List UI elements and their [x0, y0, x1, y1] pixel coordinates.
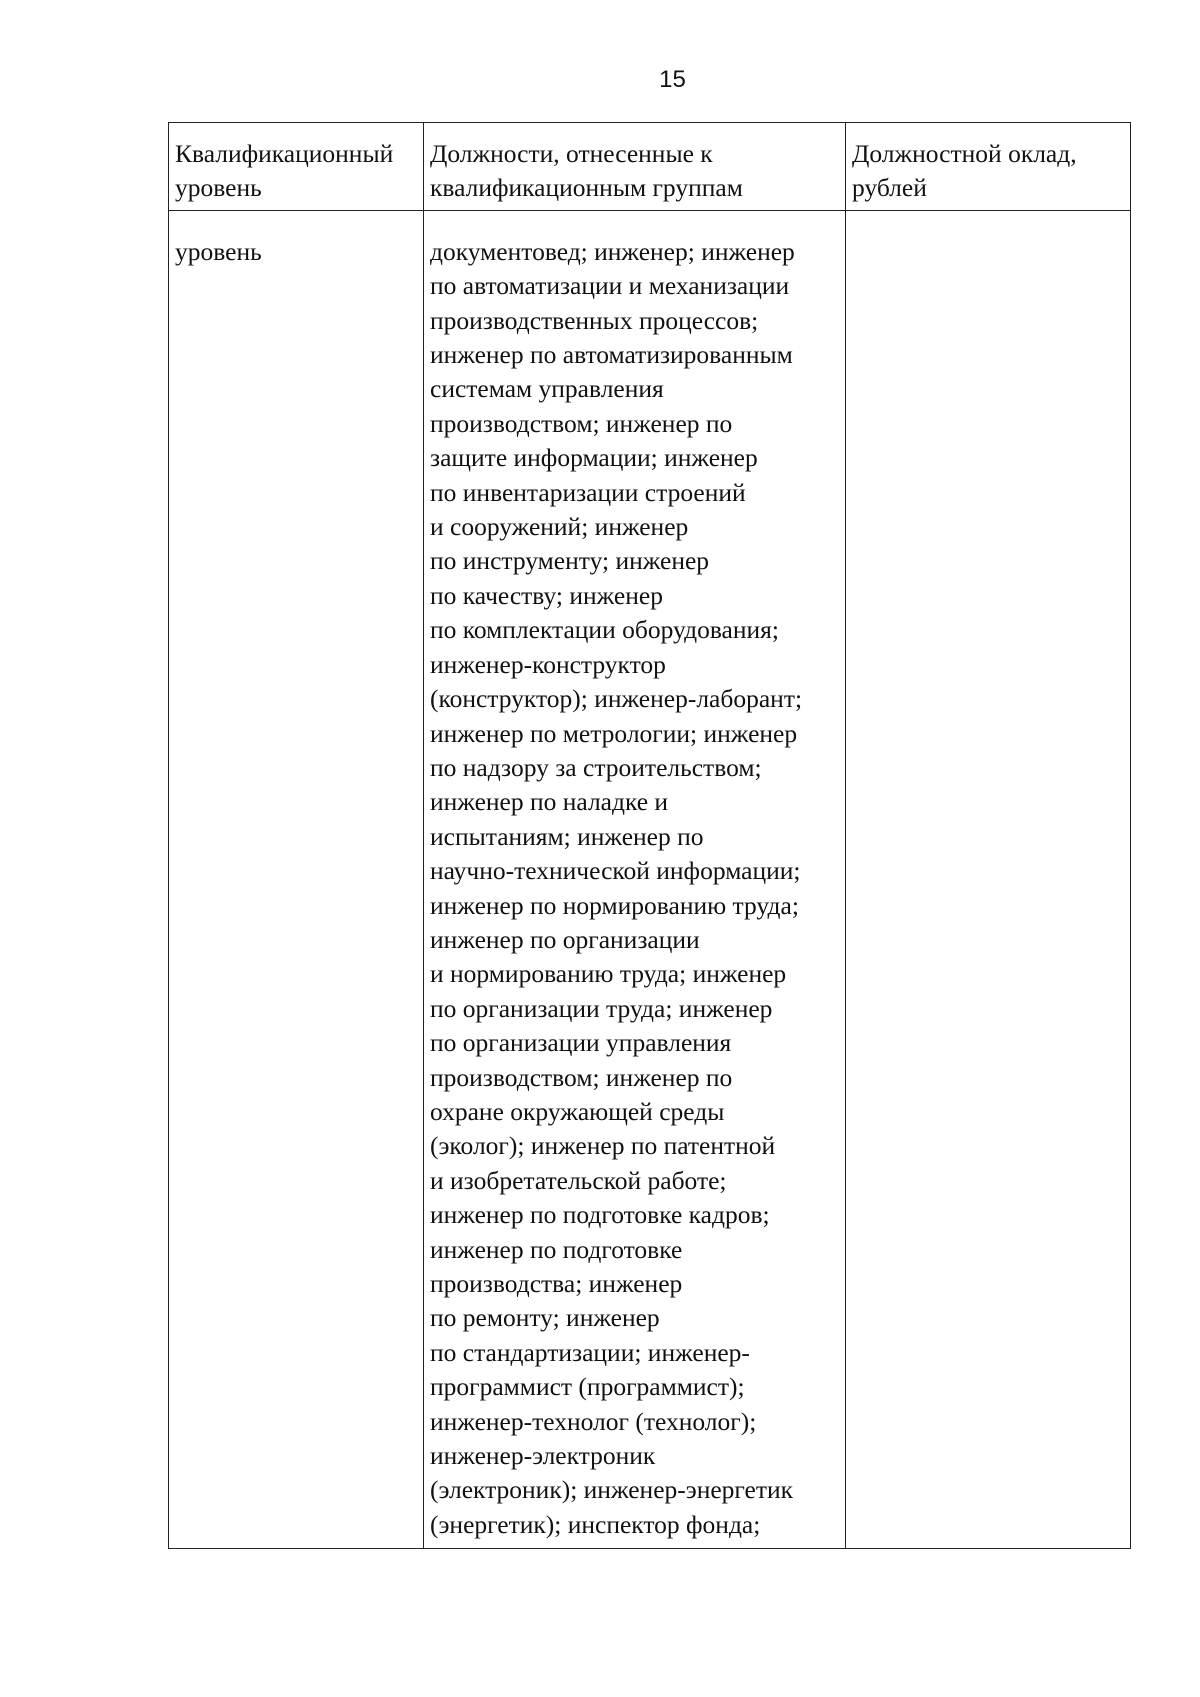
positions-line: инженер по подготовке: [430, 1234, 683, 1264]
header-level-line: Квалификационный: [175, 139, 394, 168]
level-text: уровень: [175, 236, 262, 266]
positions-line: инженер по подготовке кадров;: [430, 1200, 770, 1230]
header-positions: [424, 123, 846, 211]
cell-salary: [846, 210, 1131, 1548]
positions-line: по инструменту; инженер: [430, 546, 710, 576]
cell-positions: [424, 210, 846, 1548]
table-header-row: [169, 123, 1131, 211]
positions-line: производственных процессов;: [430, 305, 759, 335]
positions-line: инженер-конструктор: [430, 649, 666, 679]
positions-line: (конструктор); инженер-лаборант;: [430, 684, 803, 714]
positions-line: инженер-электроник: [430, 1441, 656, 1471]
positions-text: [430, 235, 841, 1542]
positions-line: производством; инженер по: [430, 408, 733, 438]
positions-line: по ремонту; инженер: [430, 1303, 660, 1333]
positions-line: инженер-технолог (технолог);: [430, 1406, 757, 1436]
positions-line: по организации труда; инженер: [430, 993, 773, 1023]
positions-line: по качеству; инженер: [430, 580, 663, 610]
positions-line: инженер по наладке и: [430, 787, 669, 817]
header-qualification-level: [169, 123, 424, 211]
positions-line: и изобретательской работе;: [430, 1165, 727, 1195]
positions-line: по автоматизации и механизации: [430, 271, 790, 301]
positions-line: системам управления: [430, 374, 664, 404]
positions-line: защите информации; инженер: [430, 443, 758, 473]
header-salary: [846, 123, 1131, 211]
page-number: 15: [659, 66, 686, 93]
positions-line: по надзору за строительством;: [430, 752, 762, 782]
positions-line: (электроник); инженер-энергетик: [430, 1475, 794, 1505]
positions-line: испытаниям; инженер по: [430, 821, 704, 851]
positions-line: инженер по нормированию труда;: [430, 890, 799, 920]
positions-line: по инвентаризации строений: [430, 477, 746, 507]
positions-line: и нормированию труда; инженер: [430, 959, 787, 989]
positions-line: охране окружающей среды: [430, 1096, 725, 1126]
positions-line: по организации управления: [430, 1028, 732, 1058]
qualification-table: [168, 122, 1131, 1549]
positions-line: производством; инженер по: [430, 1062, 733, 1092]
positions-line: инженер по организации: [430, 924, 700, 954]
positions-line: инженер по метрологии; инженер: [430, 718, 798, 748]
positions-line: и сооружений; инженер: [430, 512, 689, 542]
table-row: [169, 210, 1131, 1548]
header-salary-line: рублей: [852, 173, 927, 203]
positions-line: (эколог); инженер по патентной: [430, 1131, 776, 1161]
positions-line: программист (программист);: [430, 1372, 745, 1402]
positions-line: научно-технической информации;: [430, 856, 801, 886]
header-level-line: уровень: [175, 173, 262, 203]
positions-line: инженер по автоматизированным: [430, 340, 793, 370]
header-positions-line: Должности, отнесенные к: [430, 139, 713, 168]
positions-line: производства; инженер: [430, 1269, 683, 1298]
positions-line: по стандартизации; инженер-: [430, 1337, 750, 1367]
header-positions-line: квалификационным группам: [430, 173, 743, 203]
positions-line: по комплектации оборудования;: [430, 615, 779, 645]
positions-line: (энергетик); инспектор фонда;: [430, 1509, 761, 1539]
cell-qualification-level: [169, 210, 424, 1548]
header-salary-line: Должностной оклад,: [852, 139, 1077, 168]
positions-line: документовед; инженер; инженер: [430, 236, 795, 266]
